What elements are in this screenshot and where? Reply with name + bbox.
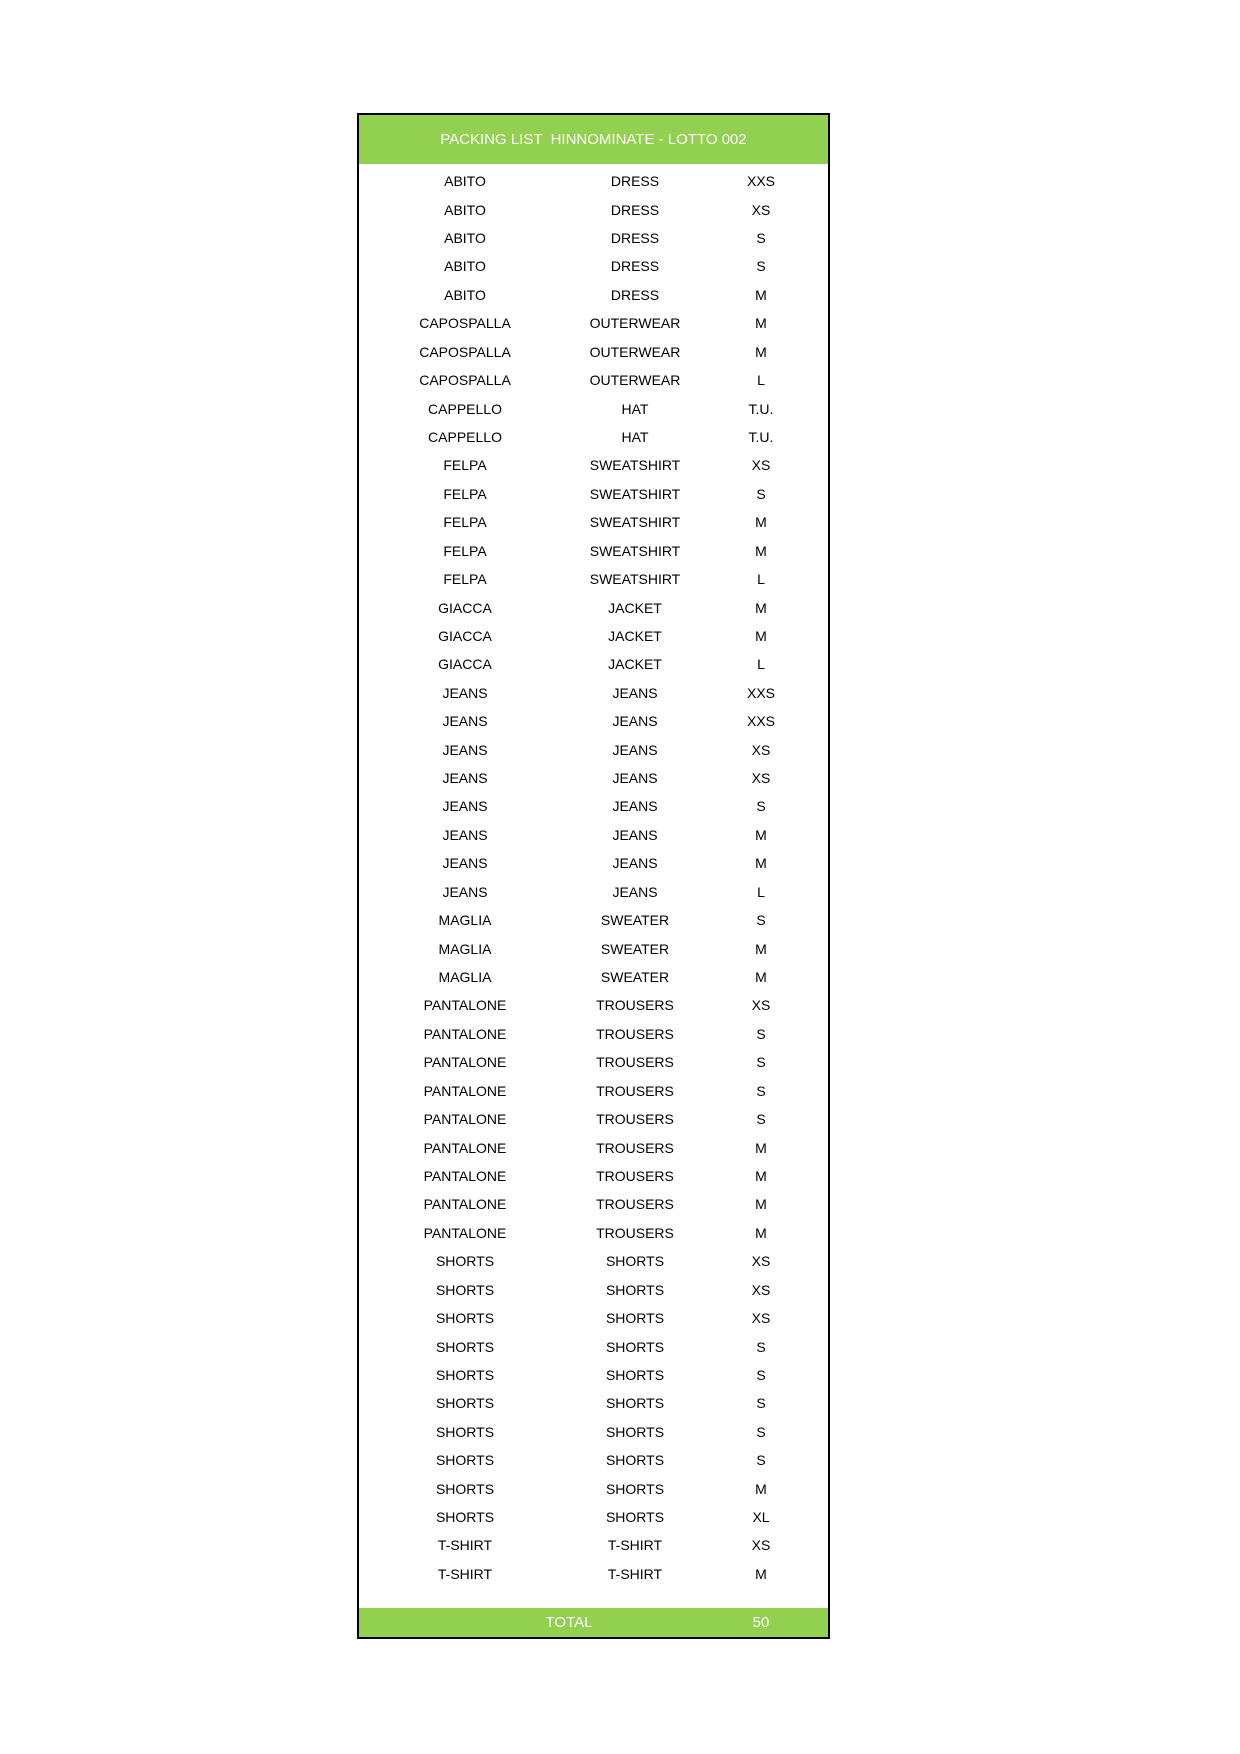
cell-size: M	[755, 542, 767, 559]
table-row	[359, 934, 828, 962]
cell-size: M	[755, 1139, 767, 1156]
cell-item-en: JEANS	[612, 826, 658, 843]
cell-item-it: JEANS	[442, 713, 488, 730]
cell-item-it: JEANS	[442, 855, 488, 872]
cell-size: L	[757, 571, 765, 588]
table-row	[359, 480, 828, 508]
cell-item-it: T-SHIRT	[437, 1565, 493, 1582]
cell-item-en: T-SHIRT	[607, 1565, 663, 1582]
cell-item-it: SHORTS	[435, 1395, 495, 1412]
table-row	[359, 1020, 828, 1048]
cell-item-it: PANTALONE	[423, 1224, 507, 1241]
cell-size: S	[756, 230, 766, 247]
cell-item-it: MAGLIA	[438, 969, 492, 986]
cell-item-en: DRESS	[610, 201, 660, 218]
cell-item-en: SHORTS	[605, 1366, 665, 1383]
cell-size: M	[755, 286, 767, 303]
cell-item-it: FELPA	[443, 457, 487, 474]
cell-size: T.U.	[748, 429, 774, 445]
cell-item-en: OUTERWEAR	[589, 372, 681, 389]
cell-size: M	[755, 315, 767, 332]
cell-item-it: SHORTS	[435, 1310, 495, 1327]
cell-item-en: SWEATSHIRT	[589, 542, 681, 559]
cell-size: XXS	[746, 173, 775, 190]
table-row	[359, 1219, 828, 1247]
cell-size: XS	[751, 770, 771, 787]
cell-item-en: SWEATSHIRT	[589, 514, 681, 531]
cell-item-en: SHORTS	[605, 1480, 665, 1497]
cell-size: S	[756, 1338, 766, 1355]
cell-size: S	[756, 258, 766, 275]
cell-item-it: CAPOSPALLA	[419, 372, 511, 389]
cell-item-it: FELPA	[443, 514, 487, 531]
cell-item-it: SHORTS	[435, 1281, 495, 1298]
table-row	[359, 1560, 828, 1588]
cell-item-it: FELPA	[443, 542, 487, 559]
cell-item-en: TROUSERS	[596, 1025, 674, 1042]
cell-size: M	[755, 1480, 767, 1497]
cell-item-en: JEANS	[612, 713, 658, 730]
cell-item-en: TROUSERS	[596, 1111, 674, 1128]
table-header	[359, 115, 828, 164]
cell-size: XS	[751, 201, 771, 218]
cell-item-it: PANTALONE	[423, 1025, 507, 1042]
cell-item-it: CAPPELLO	[428, 429, 502, 445]
total-label: TOTAL	[545, 1614, 593, 1631]
cell-item-en: TROUSERS	[596, 1196, 674, 1213]
cell-size: L	[757, 883, 765, 900]
cell-item-it: SHORTS	[435, 1366, 495, 1383]
table-row	[359, 508, 828, 536]
cell-item-en: TROUSERS	[596, 1224, 674, 1241]
cell-item-it: CAPOSPALLA	[419, 343, 511, 360]
table-row	[359, 1105, 828, 1133]
table-row	[359, 195, 828, 223]
cell-size: XS	[751, 1253, 771, 1270]
cell-item-en: SWEATSHIRT	[589, 457, 681, 474]
table-row	[359, 650, 828, 678]
cell-item-it: CAPPELLO	[428, 400, 502, 417]
table-row	[359, 1361, 828, 1389]
table-row	[359, 167, 828, 195]
table-row	[359, 1077, 828, 1105]
cell-item-it: PANTALONE	[423, 1111, 507, 1128]
table-row	[359, 735, 828, 763]
cell-item-it: SHORTS	[435, 1509, 495, 1526]
cell-size: XXS	[746, 713, 775, 730]
cell-item-en: SHORTS	[605, 1395, 665, 1412]
cell-item-it: CAPOSPALLA	[419, 315, 511, 332]
cell-item-en: DRESS	[610, 286, 660, 303]
cell-item-en: TROUSERS	[596, 1139, 674, 1156]
cell-item-en: SHORTS	[605, 1253, 665, 1270]
cell-item-it: SHORTS	[435, 1253, 495, 1270]
cell-item-it: JEANS	[442, 770, 488, 787]
cell-size: M	[755, 969, 767, 986]
cell-item-it: MAGLIA	[438, 912, 492, 929]
cell-size: S	[756, 1082, 766, 1099]
cell-item-en: JACKET	[608, 599, 662, 616]
table-body	[359, 167, 828, 1588]
table-row	[359, 1304, 828, 1332]
cell-size: XS	[751, 1310, 771, 1327]
cell-item-en: SWEATER	[600, 912, 670, 929]
cell-item-it: JEANS	[442, 826, 488, 843]
cell-size: M	[755, 1565, 767, 1582]
table-row	[359, 679, 828, 707]
cell-size: L	[757, 372, 765, 389]
cell-item-en: SWEATSHIRT	[589, 485, 681, 502]
table-row	[359, 224, 828, 252]
cell-item-en: TROUSERS	[596, 1054, 674, 1071]
cell-item-it: JEANS	[442, 741, 488, 758]
cell-item-en: DRESS	[610, 258, 660, 275]
table-footer	[359, 1608, 828, 1637]
table-title: PACKING LIST HINNOMINATE - LOTTO 002	[440, 131, 747, 148]
cell-size: M	[755, 627, 767, 644]
table-row	[359, 963, 828, 991]
cell-size: L	[757, 656, 765, 673]
table-row	[359, 281, 828, 309]
cell-size: M	[755, 855, 767, 872]
table-row	[359, 1332, 828, 1360]
table-row	[359, 338, 828, 366]
cell-item-it: PANTALONE	[423, 1139, 507, 1156]
cell-item-en: JACKET	[608, 627, 662, 644]
cell-size: XL	[752, 1509, 770, 1526]
cell-size: XS	[751, 457, 771, 474]
cell-size: S	[756, 1025, 766, 1042]
table-row	[359, 1275, 828, 1303]
cell-size: XS	[751, 997, 771, 1014]
table-row	[359, 792, 828, 820]
cell-item-it: ABITO	[444, 258, 486, 275]
cell-size: S	[756, 1054, 766, 1071]
table-row	[359, 1190, 828, 1218]
table-row	[359, 1048, 828, 1076]
cell-size: S	[756, 1452, 766, 1469]
table-row	[359, 1247, 828, 1275]
cell-item-en: DRESS	[610, 173, 660, 190]
cell-size: T.U.	[748, 400, 774, 417]
table-row	[359, 878, 828, 906]
table-row	[359, 536, 828, 564]
cell-size: S	[756, 485, 766, 502]
cell-item-en: JEANS	[612, 798, 658, 815]
cell-size: S	[756, 912, 766, 929]
cell-size: M	[755, 599, 767, 616]
cell-size: S	[756, 1111, 766, 1128]
cell-item-en: TROUSERS	[596, 997, 674, 1014]
cell-item-it: T-SHIRT	[437, 1537, 493, 1554]
table-row	[359, 622, 828, 650]
cell-size: M	[755, 826, 767, 843]
cell-item-en: JEANS	[612, 770, 658, 787]
cell-size: M	[755, 514, 767, 531]
cell-item-it: PANTALONE	[423, 1054, 507, 1071]
table-row	[359, 1418, 828, 1446]
cell-size: M	[755, 940, 767, 957]
cell-item-it: PANTALONE	[423, 1196, 507, 1213]
cell-item-en: JEANS	[612, 741, 658, 758]
table-row	[359, 1389, 828, 1417]
cell-item-en: SHORTS	[605, 1509, 665, 1526]
packing-list-table	[357, 113, 830, 1639]
cell-item-it: PANTALONE	[423, 1167, 507, 1184]
cell-size: S	[756, 1423, 766, 1440]
cell-size: M	[755, 1224, 767, 1241]
table-row	[359, 849, 828, 877]
cell-item-it: GIACCA	[438, 656, 492, 673]
cell-item-it: JEANS	[442, 684, 488, 701]
cell-item-it: MAGLIA	[438, 940, 492, 957]
cell-item-en: SHORTS	[605, 1452, 665, 1469]
table-row	[359, 764, 828, 792]
cell-item-en: JACKET	[608, 656, 662, 673]
table-row	[359, 906, 828, 934]
cell-item-en: SHORTS	[605, 1310, 665, 1327]
cell-item-it: GIACCA	[438, 627, 492, 644]
table-row	[359, 366, 828, 394]
cell-item-it: FELPA	[443, 485, 487, 502]
cell-item-en: DRESS	[610, 230, 660, 247]
cell-item-en: HAT	[621, 400, 649, 417]
cell-size: S	[756, 798, 766, 815]
cell-size: M	[755, 1196, 767, 1213]
cell-item-it: ABITO	[444, 173, 486, 190]
table-row	[359, 394, 828, 422]
cell-size: M	[755, 1167, 767, 1184]
cell-item-en: T-SHIRT	[607, 1537, 663, 1554]
cell-item-en: HAT	[621, 429, 649, 445]
table-row	[359, 1446, 828, 1474]
table-row	[359, 252, 828, 280]
cell-size: XXS	[746, 684, 775, 701]
cell-item-en: TROUSERS	[596, 1082, 674, 1099]
cell-item-it: PANTALONE	[423, 997, 507, 1014]
cell-item-en: JEANS	[612, 684, 658, 701]
cell-item-it: FELPA	[443, 571, 487, 588]
cell-item-en: SHORTS	[605, 1281, 665, 1298]
cell-item-it: PANTALONE	[423, 1082, 507, 1099]
cell-item-it: SHORTS	[435, 1423, 495, 1440]
cell-size: S	[756, 1395, 766, 1412]
cell-size: XS	[751, 741, 771, 758]
cell-item-en: SHORTS	[605, 1423, 665, 1440]
cell-item-it: SHORTS	[435, 1338, 495, 1355]
cell-item-en: JEANS	[612, 883, 658, 900]
cell-item-it: ABITO	[444, 201, 486, 218]
cell-item-it: SHORTS	[435, 1480, 495, 1497]
cell-item-it: JEANS	[442, 798, 488, 815]
cell-item-en: JEANS	[612, 855, 658, 872]
table-row	[359, 1474, 828, 1502]
cell-size: S	[756, 1366, 766, 1383]
cell-item-it: GIACCA	[438, 599, 492, 616]
cell-item-en: TROUSERS	[596, 1167, 674, 1184]
table-row	[359, 451, 828, 479]
cell-item-it: ABITO	[444, 230, 486, 247]
table-row	[359, 707, 828, 735]
cell-item-en: SHORTS	[605, 1338, 665, 1355]
cell-size: XS	[751, 1281, 771, 1298]
cell-item-en: SWEATER	[600, 940, 670, 957]
table-row	[359, 593, 828, 621]
cell-item-en: SWEATSHIRT	[589, 571, 681, 588]
cell-item-it: JEANS	[442, 883, 488, 900]
table-row	[359, 565, 828, 593]
cell-item-en: SWEATER	[600, 969, 670, 986]
table-row	[359, 423, 828, 451]
table-row	[359, 821, 828, 849]
table-row	[359, 991, 828, 1019]
table-row	[359, 1162, 828, 1190]
cell-size: M	[755, 343, 767, 360]
table-row	[359, 309, 828, 337]
total-value: 50	[752, 1614, 770, 1631]
cell-item-it: ABITO	[444, 286, 486, 303]
cell-item-it: SHORTS	[435, 1452, 495, 1469]
table-row	[359, 1531, 828, 1559]
cell-item-en: OUTERWEAR	[589, 343, 681, 360]
table-row	[359, 1133, 828, 1161]
cell-size: XS	[751, 1537, 771, 1554]
cell-item-en: OUTERWEAR	[589, 315, 681, 332]
table-row	[359, 1503, 828, 1531]
